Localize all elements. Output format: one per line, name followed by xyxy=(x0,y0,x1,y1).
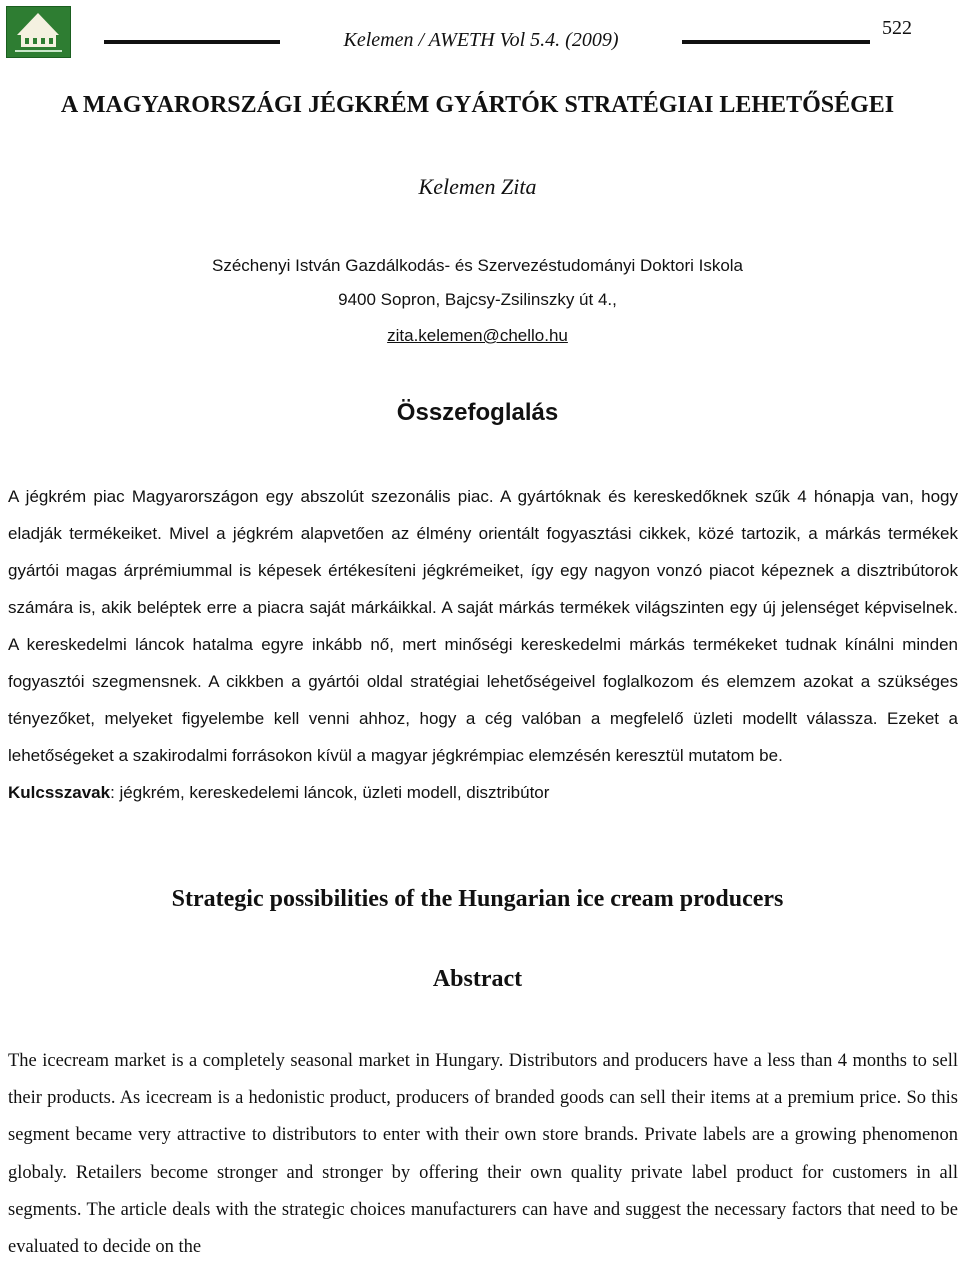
affiliation-school: Széchenyi István Gazdálkodás- és Szervezéstudományi Doktori Iskola xyxy=(211,256,744,275)
summary-body: A jégkrém piac Magyarországon egy abszolút szezonális piac. A gyártóknak és kereskedőknek szűk 4 hónapja van, hogy eladják termékeiket. Mivel a jégkrém alapvetően az élmény orientált fogyasztási cikkek, közé tartozik, a márkás termékek gyártói magas árprémiummal is képesek értékesíteni jégkrémeiket, így egy nagyon vonzó piacot képeznek a disztribútorok számára is, akik beléptek erre a piacra saját márkáikkal. A saját márkás termékek világszinten egy új jelenséget képviselnek. A kereskedelmi láncok hatalma egyre inkább nő, mert minőségi kereskedelmi márkás termékeket tudnak kínálni minden fogyasztói szegmensnek. A cikkben a gyártói oldal stratégiai lehetőségeivel foglalkozom és elemzem azokat a szükséges tényezőket, melyeket figyelembe kell venni ahhoz, hogy a cég valóban a megfelelő üzleti modellt válassza. Ezeket a lehetőségeket a szakirodalmi forrásokon kívül a magyar jégkrémpiac elemzésén keresztül mutatom be. xyxy=(8,487,958,765)
header-rule-left xyxy=(104,40,280,44)
english-title: Strategic possibilities of the Hungarian ice cream producers xyxy=(171,886,784,912)
keywords-text: : jégkrém, kereskedelemi láncok, üzleti modell, disztribútor xyxy=(110,783,550,802)
abstract-heading: Abstract xyxy=(432,966,523,992)
paper-title: A MAGYARORSZÁGI JÉGKRÉM GYÁRTÓK STRATÉGIAI LEHETŐSÉGEI xyxy=(60,92,895,118)
keywords-line xyxy=(8,774,958,811)
running-head: Kelemen / AWETH Vol 5.4. (2009) xyxy=(343,29,619,51)
author-name: Kelemen Zita xyxy=(418,174,537,199)
journal-logo-icon xyxy=(6,6,71,58)
keywords-label: Kulcsszavak xyxy=(8,783,111,802)
author-email-link[interactable]: zita.kelemen@chello.hu xyxy=(387,326,568,345)
affiliation-address: 9400 Sopron, Bajcsy-Zsilinszky út 4., xyxy=(338,290,617,309)
abstract-body: The icecream market is a completely seasonal market in Hungary. Distributors and producers have a less than 4 months to sell their products. As icecream is a hedonistic product, producers of branded goods can sell their items at a premium price. So this segment became very attractive to distributors to enter with their own store brands. Private labels are a growing phenomenon globaly. Retailers become stronger and stronger by offering their own quality private label product for customers in all segments. The article deals with the strategic choices manufacturers can have and suggest the necessary factors that need to be evaluated to decide on the xyxy=(8,1051,958,1258)
header-rule-right xyxy=(682,40,870,44)
page-number: 522 xyxy=(882,17,912,39)
summary-block xyxy=(8,478,958,811)
summary-heading: Összefoglalás xyxy=(396,399,559,426)
